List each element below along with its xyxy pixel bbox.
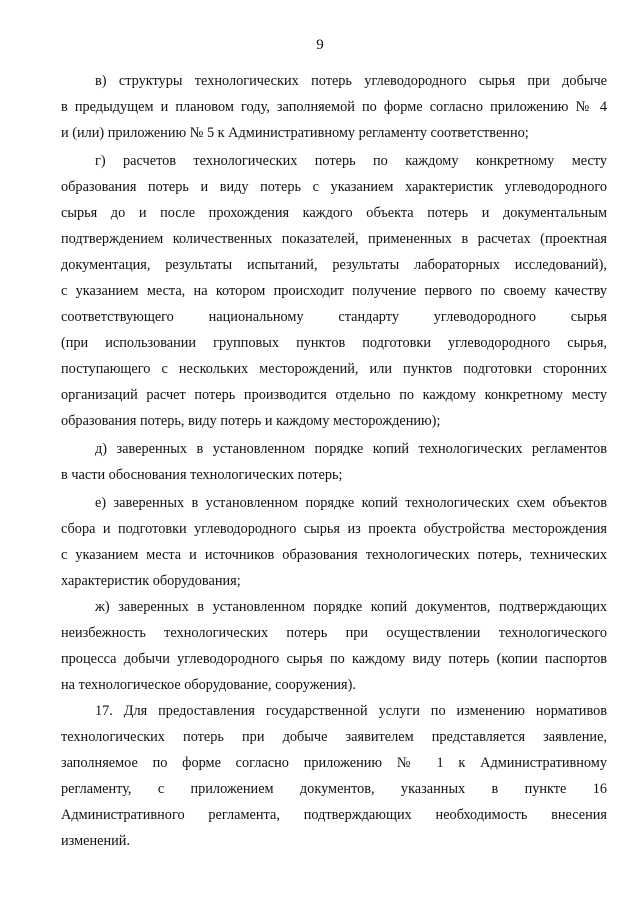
- paragraph-g-line-3: сырья до и после прохождения каждого объекта потерь и документальным: [61, 205, 607, 221]
- paragraph-v-line-2: в предыдущем и плановом году, заполняемой по форме согласно приложению № 4: [61, 99, 607, 115]
- paragraph-g-line-8: (при использовании групповых пунктов подготовки углеводородного сырья,: [61, 335, 607, 351]
- paragraph-g-line-5: документация, результаты испытаний, результаты лабораторных исследований),: [61, 257, 607, 273]
- paragraph-g-line-1: г) расчетов технологических потерь по каждому конкретному месту: [95, 153, 607, 169]
- paragraph-g-line-6: с указанием места, на котором происходит получение первого по своему качеству: [61, 283, 607, 299]
- paragraph-zh-line-1: ж) заверенных в установленном порядке копий документов, подтверждающих: [95, 599, 607, 615]
- paragraph-e-line-2: сбора и подготовки углеводородного сырья из проекта обустройства месторождения: [61, 521, 607, 537]
- paragraph-g-line-11: образования потерь, виду потерь и каждому месторождению);: [61, 413, 441, 429]
- clause-17-line-5: Административного регламента, подтверждающих необходимость внесения: [61, 807, 607, 823]
- paragraph-g-line-2: образования потерь и виду потерь с указанием характеристик углеводородного: [61, 179, 607, 195]
- paragraph-d-line-1: д) заверенных в установленном порядке копий технологических регламентов: [95, 441, 607, 457]
- clause-17-line-2: технологических потерь при добыче заявителем представляется заявление,: [61, 729, 607, 745]
- paragraph-g-line-9: поступающего с нескольких месторождений, или пунктов подготовки сторонних: [61, 361, 607, 377]
- paragraph-g-line-7: соответствующего национальному стандарту углеводородного сырья: [61, 309, 607, 325]
- paragraph-g-line-4: подтверждением количественных показателей, примененных в расчетах (проектная: [61, 231, 607, 247]
- clause-17-line-4: регламенту, с приложением документов, указанных в пункте 16: [61, 781, 607, 797]
- page-number: 9: [316, 37, 324, 53]
- clause-17-line-6: изменений.: [61, 833, 131, 849]
- paragraph-zh-line-2: неизбежность технологических потерь при осуществлении технологического: [61, 625, 607, 641]
- paragraph-zh-line-3: процесса добычи углеводородного сырья по каждому виду потерь (копии паспортов: [61, 651, 607, 667]
- paragraph-v-line-1: в) структуры технологических потерь углеводородного сырья при добыче: [95, 73, 607, 89]
- clause-17-line-3: заполняемое по форме согласно приложению № 1 к Административному: [61, 755, 607, 771]
- paragraph-e-line-3: с указанием места и источников образования технологических потерь, технических: [61, 547, 607, 563]
- paragraph-d-line-2: в части обоснования технологических потерь;: [61, 467, 343, 483]
- paragraph-g-line-10: организаций расчет потерь производится отдельно по каждому конкретному месту: [61, 387, 607, 403]
- paragraph-e-line-4: характеристик оборудования;: [61, 573, 241, 589]
- paragraph-e-line-1: е) заверенных в установленном порядке копий технологических схем объектов: [95, 495, 607, 511]
- paragraph-v-line-3: и (или) приложению № 5 к Административному регламенту соответственно;: [61, 125, 529, 141]
- paragraph-zh-line-4: на технологическое оборудование, сооружения).: [61, 677, 356, 693]
- clause-17-line-1: 17. Для предоставления государственной услуги по изменению нормативов: [95, 703, 607, 719]
